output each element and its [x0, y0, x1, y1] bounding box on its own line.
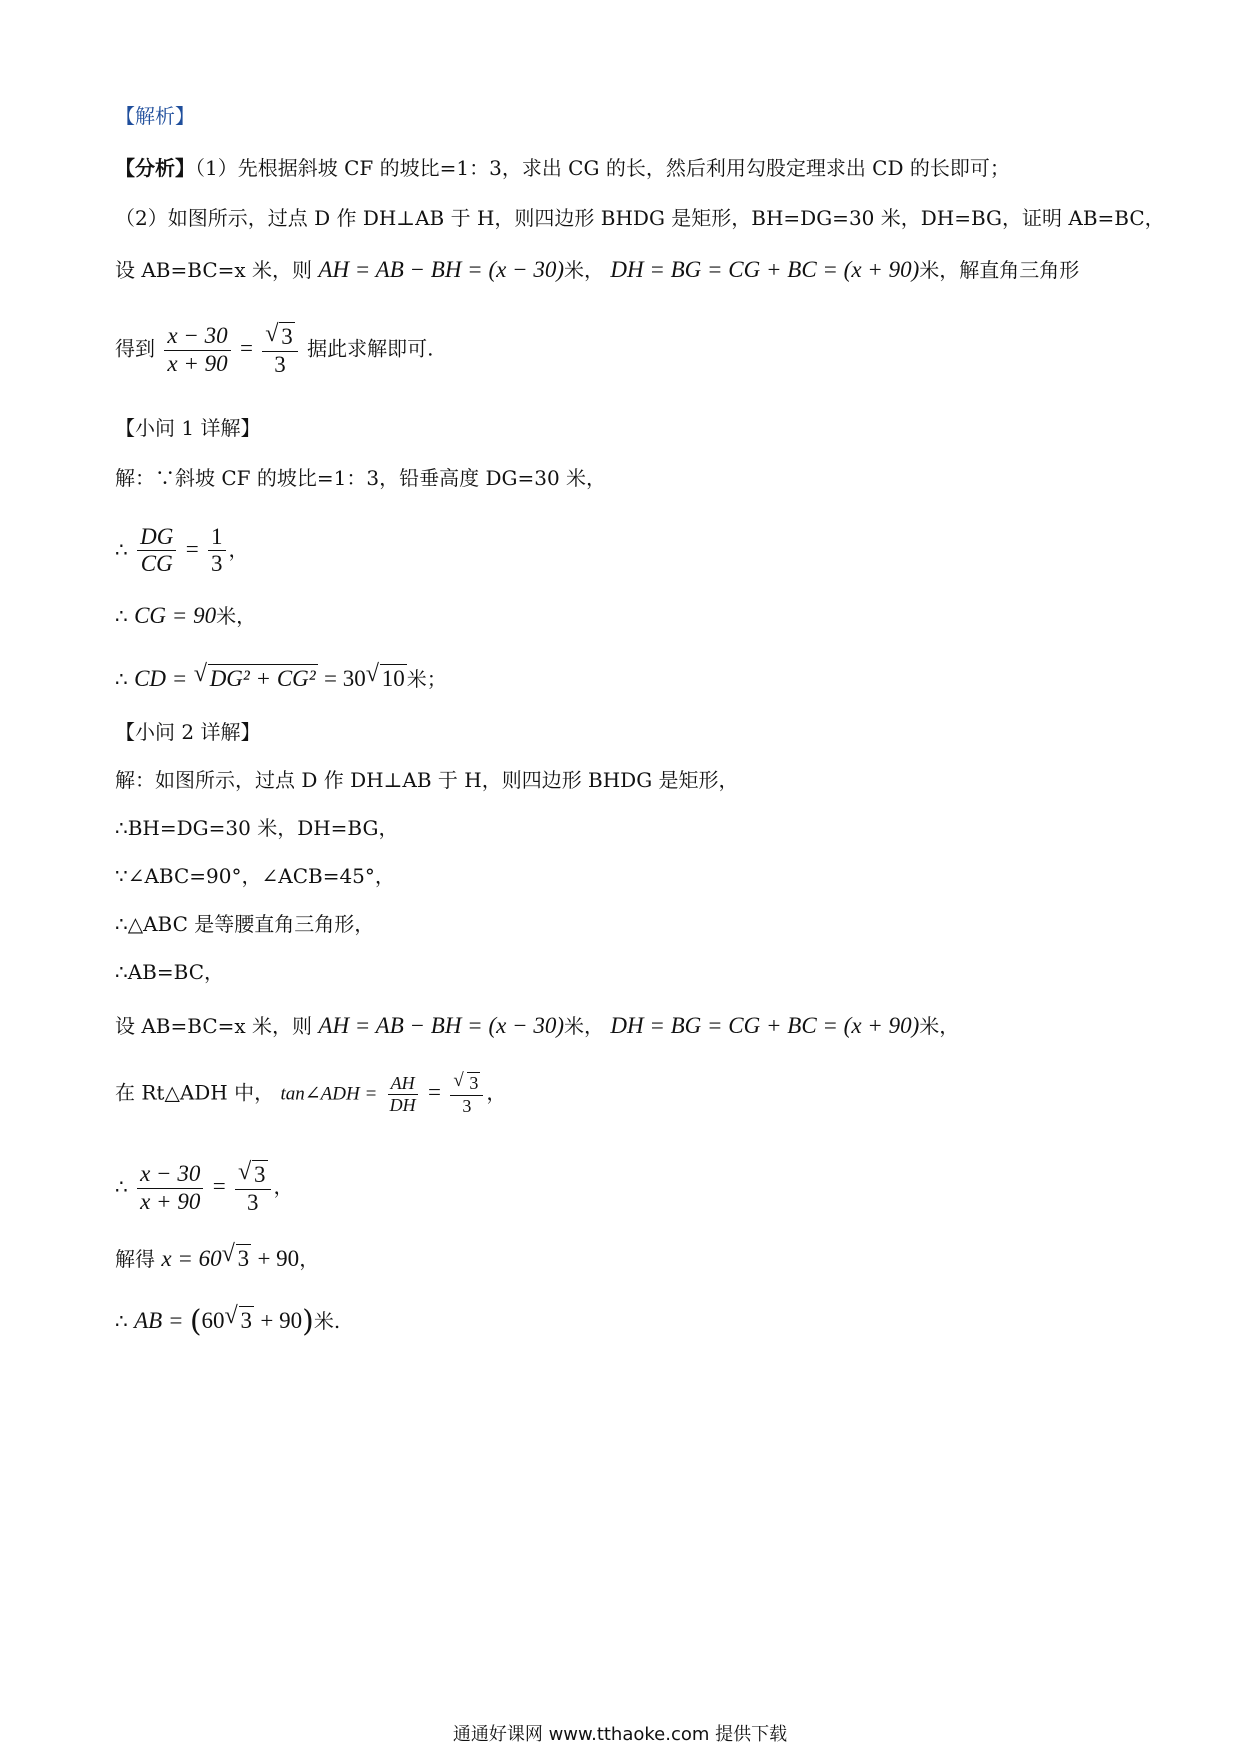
q1-line-4	[115, 660, 447, 693]
analysis-frac-rnum: √ 3	[262, 322, 298, 352]
therefore-symbol: ∴	[115, 667, 128, 691]
q2-frac-den: DH	[389, 1094, 416, 1115]
q2-fracx-rden: 3	[247, 1189, 259, 1215]
analysis-line-3-mid: 米，	[564, 258, 605, 282]
q2-fracx-rnum: √ 3	[235, 1160, 271, 1190]
q1-fraction-dg-cg	[137, 524, 176, 578]
q2-line-10-unit: 米.	[313, 1309, 341, 1333]
analysis-line-3-prefix: 设 AB=BC=x 米，则	[115, 258, 313, 282]
q2-line-4: ∴△ABC 是等腰直角三角形，	[115, 912, 375, 936]
analysis-frac-den: x + 90	[167, 350, 228, 376]
comma: ，	[273, 1174, 294, 1199]
q2-line-6-suffix: 米，	[919, 1014, 960, 1038]
q2-fraction-ah-dh	[387, 1073, 419, 1115]
therefore-symbol: ∴	[115, 1174, 128, 1199]
analysis-line-2: （2）如图所示，过点 D 作 DH⊥AB 于 H，则四边形 BHDG 是矩形，BH=DG=30 米，DH=BG，证明 AB=BC，	[115, 206, 1165, 230]
analysis-line-3-suffix: 米，解直角三角形	[919, 258, 1080, 282]
q1-fraction-one-third	[208, 524, 226, 578]
q2-sqrt-three: √ 3	[221, 1240, 250, 1271]
q1-frac-num: DG	[137, 524, 176, 551]
analysis-fraction-left	[164, 323, 230, 377]
q1-eq-cd-lhs: CD =	[134, 666, 188, 691]
q2-heading: 【小问 2 详解】	[115, 720, 261, 744]
q2-eq-dh: DH = BG = CG + BC = (x + 90)	[610, 1013, 920, 1038]
analysis-line-1	[115, 158, 1010, 178]
therefore-symbol: ∴	[115, 604, 128, 628]
q2-line-7	[115, 1072, 506, 1116]
equals-sign: =	[239, 335, 253, 361]
q2-eq-x-tail: + 90	[257, 1246, 300, 1271]
close-paren: )	[302, 1304, 314, 1339]
q2-line-9-prefix: 解得	[115, 1247, 155, 1271]
q2-fracx-den: x + 90	[140, 1188, 201, 1214]
q2-tan-expr: tan∠ADH =	[280, 1083, 378, 1105]
q2-eq-ab-a: 60	[201, 1308, 225, 1333]
q1-line-1: 解：∵斜坡 CF 的坡比=1：3，铅垂高度 DG=30 米，	[115, 466, 607, 490]
analysis-eq-dh: DH = BG = CG + BC = (x + 90)	[610, 257, 920, 282]
q1-sqrt-sum: √ DG² + CG²	[193, 660, 316, 691]
analysis-frac-num: x − 30	[164, 323, 230, 350]
section-heading: 【解析】	[115, 104, 195, 128]
q2-line-6-prefix: 设 AB=BC=x 米，则	[115, 1014, 313, 1038]
analysis-line-3	[115, 258, 1079, 281]
analysis-eq-ah: AH = AB − BH = (x − 30)	[318, 257, 565, 282]
q1-heading: 【小问 1 详解】	[115, 416, 261, 440]
q1-frac-rden: 3	[211, 551, 223, 577]
q2-line-9	[115, 1240, 320, 1273]
therefore-symbol: ∴	[115, 1309, 128, 1333]
q2-line-1: 解：如图所示，过点 D 作 DH⊥AB 于 H，则四边形 BHDG 是矩形，	[115, 768, 739, 792]
q1-eq-result: = 30	[324, 666, 366, 691]
q2-line-6	[115, 1014, 959, 1037]
comma: ，	[228, 537, 249, 562]
analysis-line-4-prefix: 得到	[115, 336, 155, 361]
q2-frac-rden: 3	[462, 1095, 472, 1116]
q2-line-7-prefix: 在 Rt△ADH 中，	[115, 1080, 275, 1105]
equals-sign: =	[185, 536, 199, 562]
q1-line-3	[115, 604, 256, 627]
q2-line-6-mid: 米，	[564, 1014, 605, 1038]
analysis-fraction-right	[262, 322, 298, 378]
q1-frac-rnum: 1	[208, 524, 226, 551]
q2-line-10	[115, 1302, 341, 1339]
q2-line-2: ∴BH=DG=30 米，DH=BG，	[115, 816, 399, 840]
q2-eq-x: x = 60	[161, 1246, 222, 1271]
analysis-frac-rden: 3	[274, 351, 286, 377]
therefore-symbol: ∴	[115, 537, 128, 562]
q2-eq-ab-lhs: AB =	[134, 1308, 184, 1333]
analysis-text-1: （1）先根据斜坡 CF 的坡比=1：3，求出 CG 的长，然后利用勾股定理求出 CD 的长即可；	[195, 156, 1010, 180]
open-paren: (	[189, 1304, 202, 1339]
q2-ab-sqrt-three: √ 3	[224, 1302, 253, 1333]
q2-fracx-num: x − 30	[137, 1161, 203, 1188]
q2-line-8	[115, 1160, 294, 1216]
q2-eq-ah: AH = AB − BH = (x − 30)	[318, 1013, 565, 1038]
analysis-tag: 【分析】	[115, 156, 195, 180]
comma: ，	[299, 1247, 320, 1271]
analysis-line-4	[115, 322, 434, 378]
q1-eq-cg: CG = 90	[134, 603, 217, 628]
q2-eq-ab-b: + 90	[260, 1308, 303, 1333]
q2-fraction-x	[137, 1161, 203, 1215]
q1-frac-den: CG	[140, 551, 173, 577]
q2-fraction-root3-3	[450, 1072, 483, 1116]
equals-sign: =	[212, 1173, 226, 1199]
q2-line-5: ∴AB=BC，	[115, 960, 224, 984]
q1-line-2	[115, 524, 249, 578]
q2-frac-rnum: √ 3	[450, 1072, 483, 1096]
q2-line-3: ∵∠ABC=90°，∠ACB=45°，	[115, 864, 395, 888]
page-footer: 通通好课网 www.tthaoke.com 提供下载	[452, 1724, 788, 1745]
q1-line-4-unit: 米；	[406, 667, 447, 691]
q1-sqrt-ten: √ 10	[365, 660, 405, 691]
comma: ，	[486, 1080, 507, 1105]
analysis-line-4-suffix: 据此求解即可.	[307, 336, 434, 361]
q1-line-3-unit: 米，	[216, 604, 257, 628]
q2-frac-num: AH	[388, 1073, 418, 1095]
equals-sign: =	[428, 1079, 442, 1105]
q2-fraction-root3	[235, 1160, 271, 1216]
